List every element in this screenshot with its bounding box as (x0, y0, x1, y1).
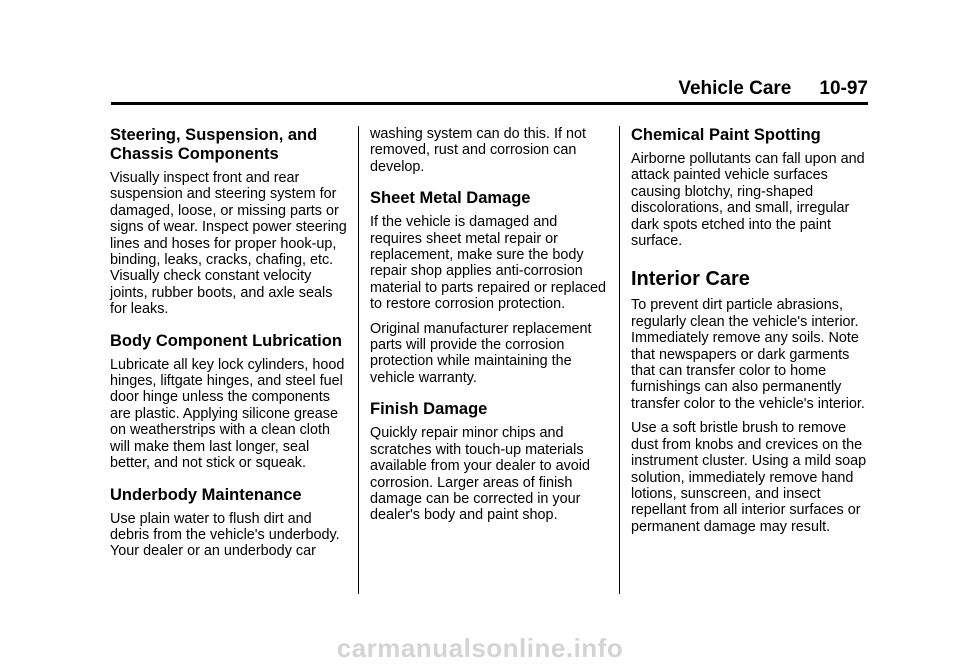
paragraph-sheet-metal-2: Original manufacturer replacement parts will provide the corrosion protection while maintaining the vehicle warranty. (370, 320, 592, 386)
section-heading-sheet-metal: Sheet Metal Damage (370, 189, 531, 208)
paragraph-underbody-continued: washing system can do this. If not removed, rust and corrosion can develop. (370, 126, 586, 175)
section-heading-finish-damage: Finish Damage (370, 400, 488, 419)
column-right (631, 126, 869, 543)
header-rule (111, 102, 868, 105)
paragraph-underbody: Use plain water to flush dirt and debris from the vehicle's underbody. Your dealer or an underbody car (110, 510, 340, 560)
column-divider-right (619, 126, 620, 594)
watermark: carmanualsonline.info (336, 633, 624, 663)
paragraph-steering: Visually inspect front and rear suspension and steering system for damaged, loose, or missing parts or signs of wear. Inspect power steering lines and hoses for proper hook-up, binding, leaks, cracks, chafing, etc. Visually check constant velocity joints, rubber boots, and axle seals for leaks. (110, 170, 347, 318)
paragraph-finish-damage: Quickly repair minor chips and scratches with touch-up materials available from your dealer to avoid corrosion. Larger areas of finish damage can be corrected in your dealer's body and paint shop. (370, 425, 590, 524)
section-heading-underbody: Underbody Maintenance (110, 485, 302, 504)
paragraph-interior-care-1: To prevent dirt particle abrasions, regularly clean the vehicle's interior. Immediately remove any soils. Note that newspapers or dark garments that can transfer color to home furnishings can also permanently transfer color to the vehicle's interior. (631, 297, 865, 412)
paragraph-chemical-paint: Airborne pollutants can fall upon and attack painted vehicle surfaces causing blotchy, ring-shaped discolorations, and small, irregular dark spots etched into the paint surface. (631, 151, 865, 250)
page-header (111, 78, 868, 102)
paragraph-interior-care-2: Use a soft bristle brush to remove dust from knobs and crevices on the instrument cluster. Using a mild soap solution, immediately remove hand lotions, sunscreen, and insect repellant from all interior surfaces or permanent damage may result. (631, 420, 867, 535)
paragraph-sheet-metal-1: If the vehicle is damaged and requires sheet metal repair or replacement, make sure the body repair shop applies anti-corrosion material to parts repaired or replaced to restore corrosion protection. (370, 214, 606, 313)
section-heading-interior-care: Interior Care (631, 268, 750, 291)
section-heading-body-lubrication: Body Component Lubrication (110, 331, 342, 350)
column-divider-left (358, 126, 359, 594)
column-left (110, 126, 348, 568)
column-middle (370, 126, 608, 532)
section-heading-chemical-paint: Chemical Paint Spotting (631, 126, 821, 144)
paragraph-body-lubrication: Lubricate all key lock cylinders, hood hinges, liftgate hinges, and steel fuel door hinge unless the components are plastic. Applying silicone grease on weatherstrips with a clean cloth will make them last longer, seal better, and not stick or squeak. (110, 356, 345, 472)
page-number: 10-97 (819, 78, 868, 99)
section-heading-steering: Steering, Suspension, and Chassis Components (110, 126, 318, 163)
section-title: Vehicle Care (678, 78, 792, 99)
